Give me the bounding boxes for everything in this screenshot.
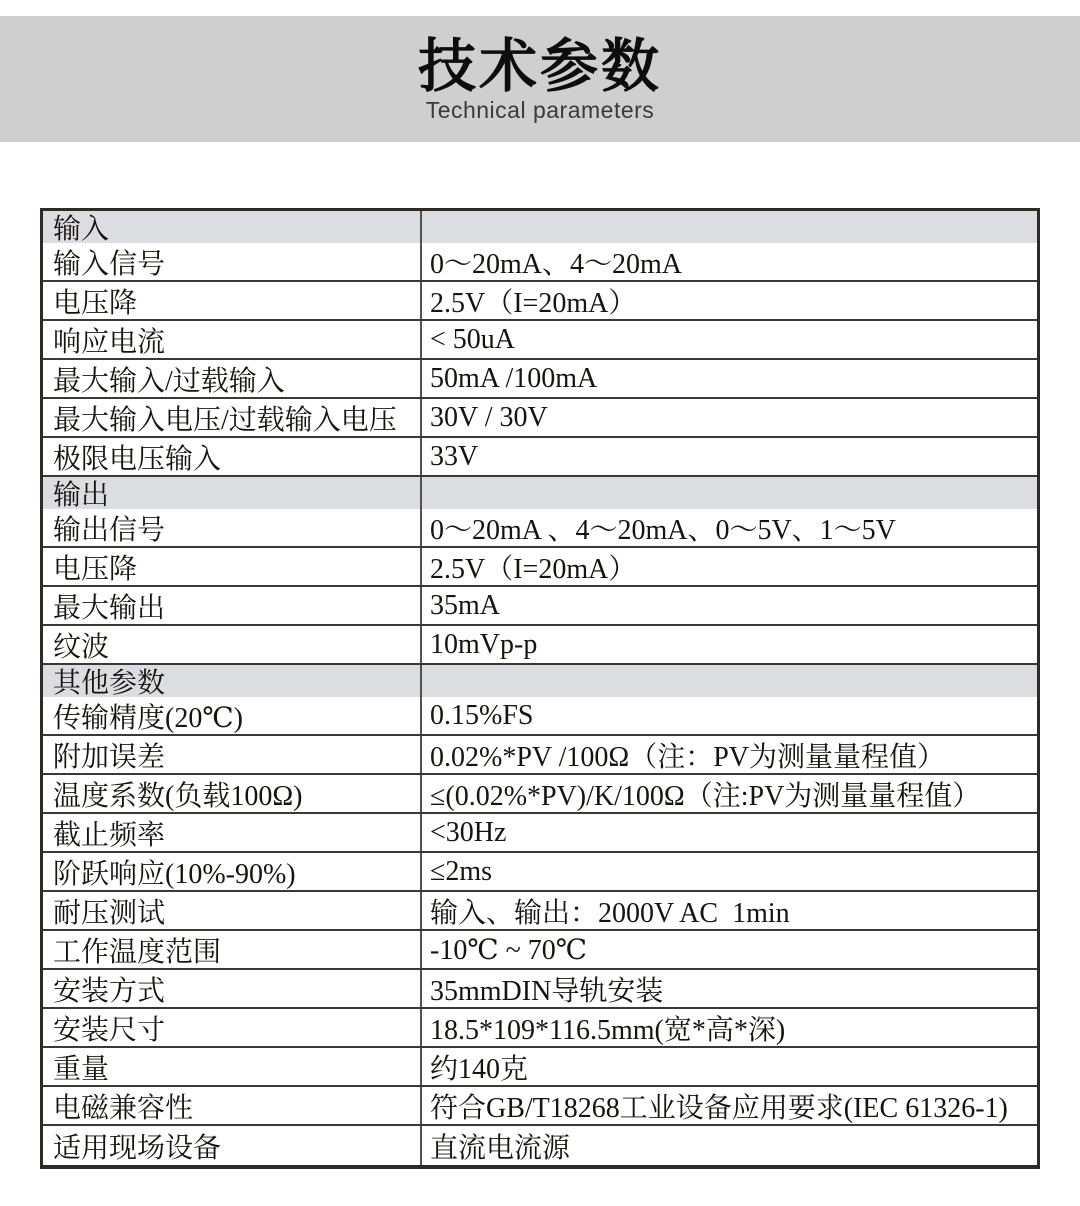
param-label: 最大输入电压/过载输入电压 xyxy=(53,404,397,436)
param-label: 输入信号 xyxy=(53,248,166,280)
table-row xyxy=(43,775,1037,814)
table-row xyxy=(43,1009,1037,1048)
param-label: 重量 xyxy=(53,1053,110,1085)
param-value: 35mmDIN导轨安装 xyxy=(420,970,1037,1007)
table-row xyxy=(43,509,1037,548)
param-value: 直流电流源 xyxy=(420,1126,1037,1165)
param-label: 截止频率 xyxy=(53,819,166,851)
param-value: 输入、输出：2000V AC 1min xyxy=(420,892,1037,929)
param-label: 耐压测试 xyxy=(53,897,166,929)
param-label: 输出信号 xyxy=(53,514,166,546)
param-label: 纹波 xyxy=(53,631,110,663)
table-row xyxy=(43,548,1037,587)
param-value: -10℃ ~ 70℃ xyxy=(420,931,1037,968)
param-label: 安装方式 xyxy=(53,975,166,1007)
param-value: 0.02%*PV /100Ω（注：PV为测量量程值） xyxy=(420,736,1037,773)
param-value: 0.15%FS xyxy=(420,697,1037,734)
param-value: 30V / 30V xyxy=(420,399,1037,436)
param-value: < 50uA xyxy=(420,321,1037,358)
param-label: 电压降 xyxy=(53,553,138,585)
param-value: 0～20mA 、4～20mA、0～5V、1～5V xyxy=(420,509,1037,546)
param-value: 0～20mA、4～20mA xyxy=(420,243,1037,280)
param-value: 35mA xyxy=(420,587,1037,624)
table-row xyxy=(43,931,1037,970)
table-row xyxy=(43,626,1037,665)
param-value: 约140克 xyxy=(420,1048,1037,1085)
param-label: 最大输入/过载输入 xyxy=(53,365,285,397)
param-label: 电磁兼容性 xyxy=(53,1092,194,1124)
page-subtitle: Technical parameters xyxy=(425,97,655,123)
param-label: 电压降 xyxy=(53,287,138,319)
page-title: 技术参数 xyxy=(417,34,662,99)
table-row xyxy=(43,1126,1037,1165)
param-value: 50mA /100mA xyxy=(420,360,1037,397)
table-row xyxy=(43,1048,1037,1087)
param-label: 适用现场设备 xyxy=(53,1132,222,1164)
table-row xyxy=(43,697,1037,736)
param-label: 阶跃响应(10%-90%) xyxy=(53,858,296,890)
param-value: <30Hz xyxy=(420,814,1037,851)
param-label: 工作温度范围 xyxy=(53,936,222,968)
section-row xyxy=(43,211,1037,243)
table-row xyxy=(43,360,1037,399)
param-label: 传输精度(20℃) xyxy=(53,702,243,734)
table-row xyxy=(43,814,1037,853)
param-label: 响应电流 xyxy=(53,326,166,358)
param-value: ≤(0.02%*PV)/K/100Ω（注:PV为测量量程值） xyxy=(420,775,1037,812)
param-value: 2.5V（I=20mA） xyxy=(420,282,1037,319)
param-label: 极限电压输入 xyxy=(53,443,222,475)
table-row xyxy=(43,282,1037,321)
param-label: 其他参数 xyxy=(53,668,166,697)
param-label: 输入 xyxy=(53,214,110,243)
param-value: 10mVp-p xyxy=(420,626,1037,663)
param-value: 2.5V（I=20mA） xyxy=(420,548,1037,585)
table-row xyxy=(43,587,1037,626)
param-value: 33V xyxy=(420,438,1037,475)
param-label: 输出 xyxy=(53,480,110,509)
table-row xyxy=(43,438,1037,477)
table-row xyxy=(43,321,1037,360)
table-row xyxy=(43,1087,1037,1126)
section-row xyxy=(43,665,1037,697)
table-row xyxy=(43,853,1037,892)
table-row xyxy=(43,736,1037,775)
param-label: 温度系数(负载100Ω) xyxy=(53,780,303,812)
param-value: 18.5*109*116.5mm(宽*高*深) xyxy=(420,1009,1037,1046)
table-row xyxy=(43,243,1037,282)
param-value xyxy=(420,665,1037,697)
table-row xyxy=(43,892,1037,931)
param-label: 安装尺寸 xyxy=(53,1014,166,1046)
param-label: 附加误差 xyxy=(53,741,166,773)
parameters-table xyxy=(40,208,1040,1169)
section-row xyxy=(43,477,1037,509)
title-band xyxy=(0,16,1080,142)
param-value xyxy=(420,477,1037,509)
param-value: 符合GB/T18268工业设备应用要求(IEC 61326-1) xyxy=(420,1087,1037,1124)
table-row xyxy=(43,970,1037,1009)
param-value: ≤2ms xyxy=(420,853,1037,890)
table-row xyxy=(43,399,1037,438)
param-label: 最大输出 xyxy=(53,592,166,624)
top-margin xyxy=(0,0,1080,16)
param-value xyxy=(420,211,1037,243)
